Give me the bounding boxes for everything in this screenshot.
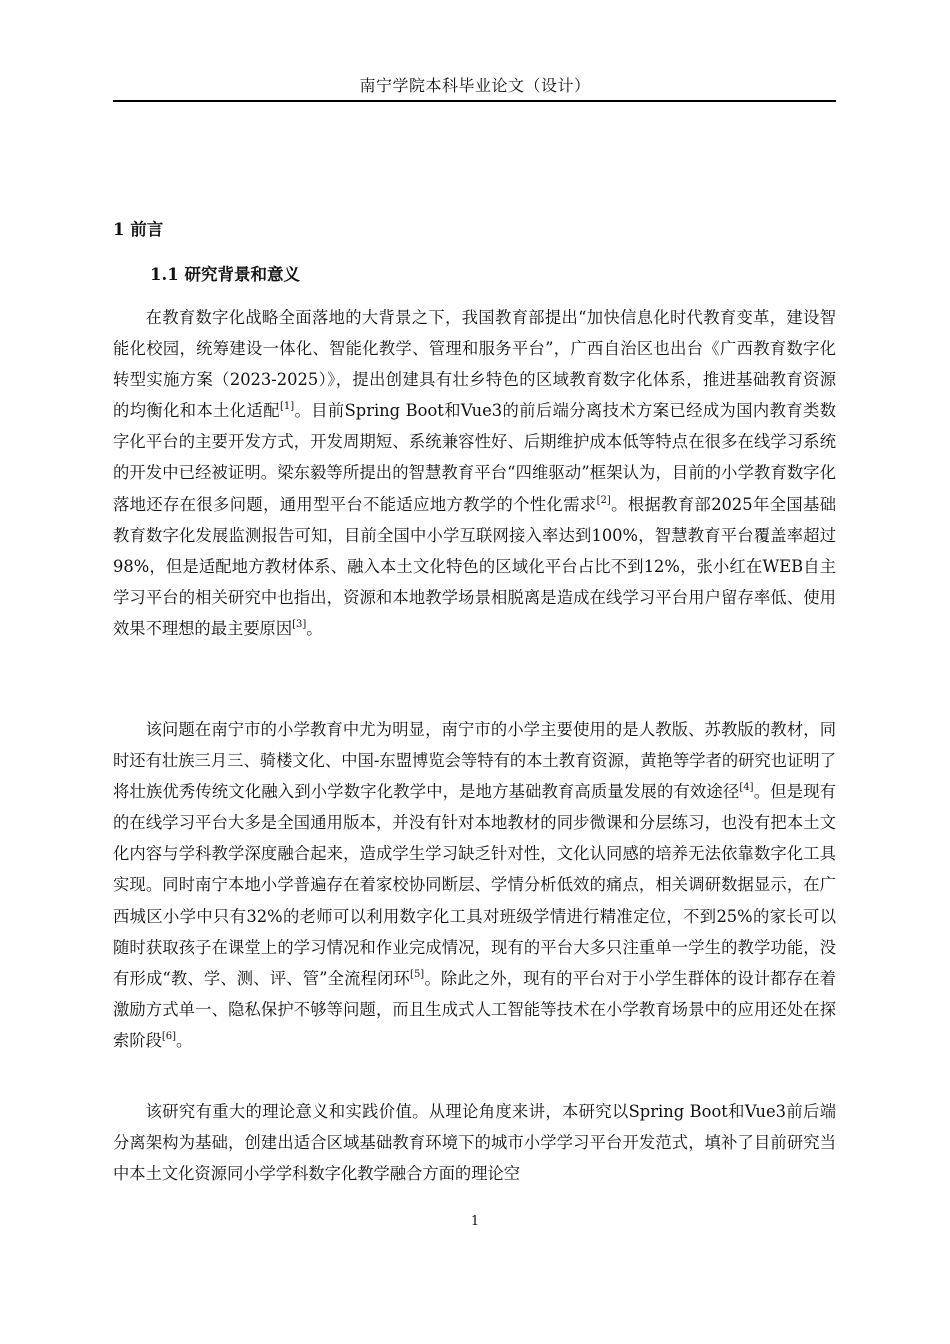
- body-paragraph: [113, 302, 836, 644]
- citation-marker: [2]: [596, 494, 611, 506]
- citation-marker: [3]: [292, 618, 307, 630]
- paragraph-text: 该问题在南宁市的小学教育中尤为明显，南宁市的小学主要使用的是人教版、苏教版的教材，同时还有壮族三月三、骑楼文化、中国-东盟博览会等特有的本土教育资源，黄艳等学者的研究也证明了将壮族优秀传统文化融入到小学数字化教学中，是地方基础教育高质量发展的有效途径: [113, 720, 836, 802]
- paragraph-text: 该研究有重大的理论意义和实践价值。从理论角度来讲，本研究以Spring Boot和Vue3前后端分离架构为基础，创建出适合区域基础教育环境下的城市小学学习平台开发范式，填补了目前研究当中本土文化资源同小学学科数字化教学融合方面的理论空: [113, 1102, 836, 1184]
- paragraph-text: 。但是现有的在线学习平台大多是全国通用版本，并没有针对本地教材的同步微课和分层练习，也没有把本土文化内容与学科教学深度融合起来，造成学生学习缺乏针对性，文化认同感的培养无法依靠数字化工具实现。同时南宁本地小学普遍存在着家校协同断层、学情分析低效的痛点，相关调研数据显示，在广西城区小学中只有32%的老师可以利用数字化工具对班级学情进行精准定位，不到25%的家长可以随时获取孩子在课堂上的学习情况和作业完成情况，现有的平台大多只注重单一学生的教学功能，没有形成“教、学、测、评、管”全流程闭环: [113, 782, 836, 988]
- citation-marker: [5]: [410, 968, 425, 980]
- citation-marker: [4]: [739, 782, 754, 794]
- paragraph-text: 。目前Spring Boot和Vue3的前后端分离技术方案已经成为国内教育类数字化平台的主要开发方式，开发周期短、系统兼容性好、后期维护成本低等特点在很多在线学习系统的开发中已经被证明。梁东毅等所提出的智慧教育平台“四维驱动”框架认为，目前的小学教育数字化落地还存在很多问题，通用型平台不能适应地方教学的个性化需求: [113, 401, 836, 514]
- subsection-heading: 1.1 研究背景和意义: [150, 265, 300, 284]
- paragraph-text: 在教育数字化战略全面落地的大背景之下，我国教育部提出“加快信息化时代教育变革，建设智能化校园，统筹建设一体化、智能化教学、管理和服务平台”，广西自治区也出台《广西教育数字化转型实施方案（2023-2025）》，提出创建具有壮乡特色的区域教育数字化体系，推进基础教育资源的均衡化和本土化适配: [113, 308, 836, 421]
- citation-marker: [6]: [161, 1030, 177, 1042]
- paragraph-text: 。: [176, 1030, 193, 1050]
- body-paragraph: [113, 714, 836, 1056]
- body-paragraph: [113, 1096, 836, 1189]
- running-header: 南宁学院本科毕业论文（设计）: [359, 76, 591, 95]
- paragraph-text: 。除此之外，现有的平台对于小学生群体的设计都存在着激励方式单一、隐私保护不够等问题，而且生成式人工智能等技术在小学教育场景中的应用还处在探索阶段: [113, 968, 836, 1050]
- paragraph-text: 。: [306, 618, 323, 638]
- section-heading: 1 前言: [113, 220, 164, 239]
- paragraph-text: 。根据教育部2025年全国基础教育数字化发展监测报告可知，目前全国中小学互联网接入率达到100%，智慧教育平台覆盖率超过98%，但是适配地方教材体系、融入本土文化特色的区域化平台占比不到12%，张小红在WEB自主学习平台的相关研究中也指出，资源和本地教学场景相脱离是造成在线学习平台用户留存率低、使用效果不理想的最主要原因: [113, 494, 836, 638]
- header-rule: [113, 100, 836, 102]
- citation-marker: [1]: [279, 401, 295, 413]
- page-number: 1: [470, 1214, 480, 1229]
